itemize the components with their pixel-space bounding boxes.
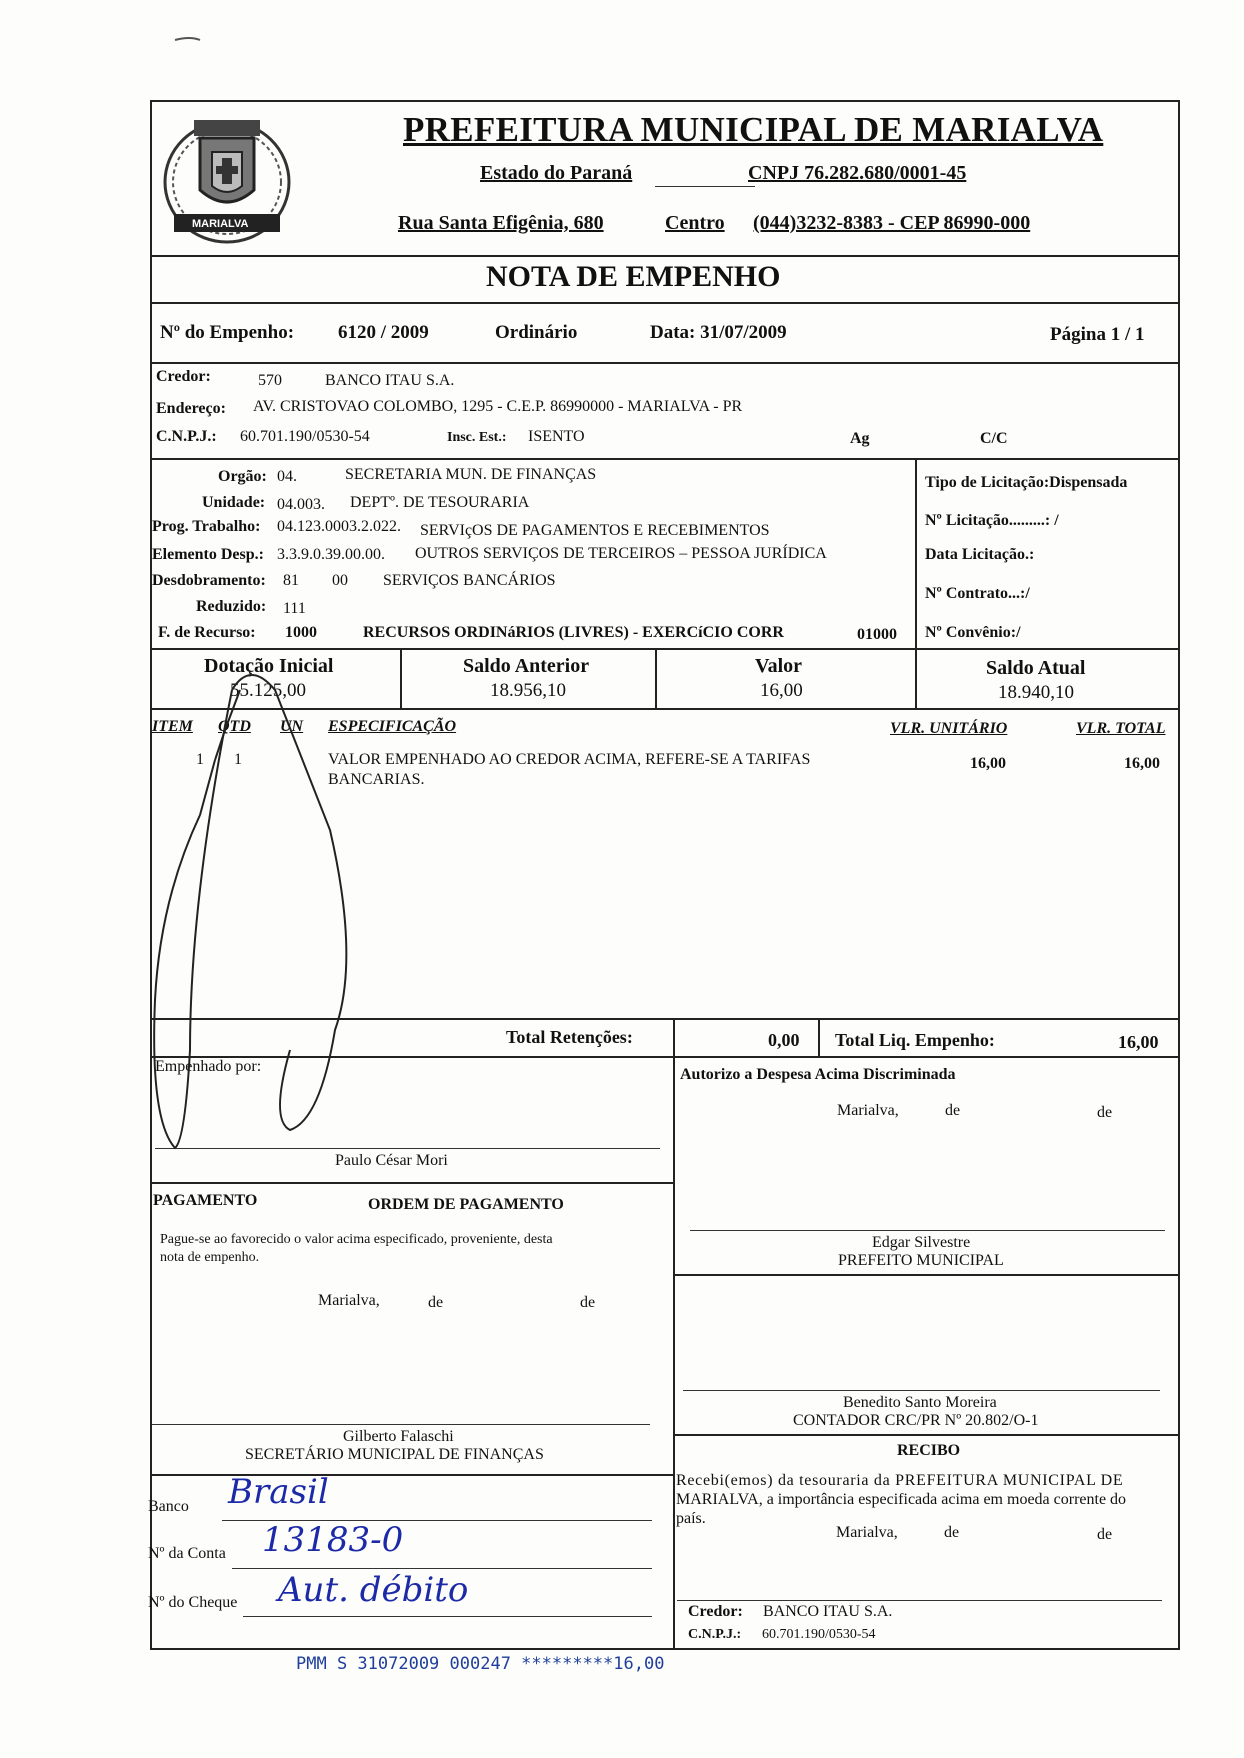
item-vlr-total: 16,00	[1124, 755, 1160, 772]
prog-code: 04.123.0003.2.022.	[277, 518, 401, 535]
licitacao-numero: Nº Licitação.........: /	[925, 512, 1059, 529]
unidade-label: Unidade:	[202, 494, 266, 511]
autorizo-signer: Edgar Silvestre	[872, 1234, 971, 1251]
cnpj-label: CNPJ 76.282.680/0001-45	[748, 162, 967, 184]
divider-saldo-1	[400, 648, 402, 708]
rule-classification	[150, 648, 1180, 650]
licitacao-tipo: Tipo de Licitação:Dispensada	[925, 474, 1128, 491]
valor-value: 16,00	[760, 680, 803, 701]
recurso-extra: 01000	[857, 626, 897, 643]
contador-role: CONTADOR CRC/PR Nº 20.802/O-1	[793, 1412, 1039, 1429]
valor-label: Valor	[755, 655, 803, 677]
item-number: 1	[196, 751, 204, 768]
rule-empenhado	[150, 1182, 673, 1184]
autorizo-de1: de	[945, 1102, 961, 1119]
address-label: Rua Santa Efigênia, 680	[398, 212, 604, 234]
seal-icon	[152, 102, 302, 254]
reduzido-code: 111	[283, 600, 306, 617]
col-vlr-total: VLR. TOTAL	[1076, 720, 1166, 737]
divider-saldo-3	[915, 648, 917, 708]
orgao-name: SECRETARIA MUN. DE FINANÇAS	[345, 466, 597, 483]
seal-label: MARIALVA	[192, 218, 249, 230]
recibo-cnpj-value: 60.701.190/0530-54	[762, 1627, 876, 1642]
col-item: ITEM	[152, 718, 193, 735]
recibo-credor-label: Credor:	[688, 1603, 743, 1620]
unidade-name: DEPTº. DE TESOURARIA	[350, 494, 530, 511]
col-vlr-unit: VLR. UNITÁRIO	[890, 720, 1008, 737]
retencoes-label: Total Retenções:	[506, 1027, 633, 1047]
cc-label: C/C	[980, 430, 1008, 447]
district-label: Centro	[665, 212, 725, 234]
desd-label: Desdobramento:	[152, 572, 266, 589]
conta-line	[232, 1568, 652, 1569]
pagamento-role: SECRETÁRIO MUNICIPAL DE FINANÇAS	[245, 1446, 544, 1463]
autorizo-role: PREFEITO MUNICIPAL	[838, 1252, 1004, 1269]
banco-label: Banco	[148, 1498, 189, 1515]
rule-header	[150, 255, 1180, 257]
licitacao-contrato: Nº Contrato...:/	[925, 585, 1030, 602]
contador-signer: Benedito Santo Moreira	[843, 1394, 997, 1411]
credor-cnpj: 60.701.190/0530-54	[240, 428, 370, 445]
divider-totals-1	[673, 1018, 675, 1058]
desd-a: 81	[283, 572, 299, 589]
credor-code: 570	[258, 372, 282, 389]
empenho-number: 6120 / 2009	[338, 322, 429, 343]
ag-label: Ag	[850, 430, 870, 447]
recibo-sign-line	[677, 1600, 1162, 1601]
liq-label: Total Liq. Empenho:	[835, 1030, 995, 1050]
conta-handwritten: 13183-0	[262, 1520, 404, 1560]
rule-autorizo	[673, 1274, 1180, 1276]
retencoes-value: 0,00	[768, 1030, 800, 1050]
doc-title: NOTA DE EMPENHO	[486, 260, 781, 293]
autorizo-city: Marialva,	[837, 1102, 899, 1119]
cheque-handwritten: Aut. débito	[278, 1570, 469, 1610]
divider-lower	[673, 1056, 675, 1650]
rule-title	[150, 302, 1180, 304]
contador-sign-line	[683, 1390, 1160, 1391]
state-label: Estado do Paraná	[480, 162, 633, 184]
orgao-code: 04.	[277, 468, 297, 485]
banco-handwritten: Brasil	[228, 1472, 329, 1512]
rule-saldos	[150, 708, 1180, 710]
empenhado-name: Paulo César Mori	[335, 1152, 448, 1169]
prog-name: SERVIçOS DE PAGAMENTOS E RECEBIMENTOS	[420, 522, 770, 539]
cheque-line	[243, 1616, 652, 1617]
recurso-label: F. de Recurso:	[158, 624, 256, 641]
municipal-seal	[152, 102, 302, 254]
divider-saldo-2	[655, 648, 657, 708]
elem-name: OUTROS SERVIÇOS DE TERCEIROS – PESSOA JURÍDICA	[415, 545, 827, 562]
ordem-label: ORDEM DE PAGAMENTO	[368, 1196, 564, 1213]
rule-contador	[673, 1434, 1180, 1436]
pagamento-signer: Gilberto Falaschi	[343, 1428, 454, 1445]
endereco-label: Endereço:	[156, 400, 226, 417]
prog-label: Prog. Trabalho:	[152, 518, 261, 535]
empenhado-sign-line	[155, 1148, 660, 1149]
recibo-de1: de	[944, 1524, 960, 1541]
conta-label: Nº da Conta	[148, 1545, 226, 1562]
empenho-type: Ordinário	[495, 322, 578, 343]
rule-totals	[150, 1056, 1180, 1058]
recibo-label: RECIBO	[897, 1442, 961, 1459]
liq-value: 16,00	[1118, 1032, 1159, 1052]
reduzido-label: Reduzido:	[196, 598, 267, 615]
recibo-text2: MARIALVA, a importância especificada acima em moeda corrente do	[676, 1491, 1127, 1508]
phone-cep-label: (044)3232-8383 - CEP 86990-000	[753, 212, 1031, 234]
autorizo-de2: de	[1097, 1104, 1113, 1121]
rule-credor	[150, 458, 1180, 460]
insc-label: Insc. Est.:	[447, 430, 507, 445]
anterior-value: 18.956,10	[490, 680, 566, 701]
credor-label: Credor:	[156, 368, 211, 385]
orgao-label: Orgão:	[218, 468, 267, 485]
insc-value: ISENTO	[528, 428, 585, 445]
credor-address: AV. CRISTOVAO COLOMBO, 1295 - C.E.P. 86990000 - MARIALVA - PR	[253, 398, 743, 415]
pagamento-city: Marialva,	[318, 1292, 380, 1309]
recibo-text1: Recebi(emos) da tesouraria da PREFEITURA MUNICIPAL DE	[676, 1472, 1124, 1489]
prefeitura-title: PREFEITURA MUNICIPAL DE MARIALVA	[403, 110, 1104, 149]
pagamento-de2: de	[580, 1294, 596, 1311]
unidade-code: 04.003.	[277, 496, 325, 513]
divider-totals-2	[818, 1018, 820, 1058]
bank-stamp: PMM S 31072009 000247 *********16,00	[296, 1654, 665, 1674]
autorizo-sign-line	[690, 1230, 1165, 1231]
recurso-code: 1000	[285, 624, 317, 641]
anterior-label: Saldo Anterior	[463, 655, 590, 677]
atual-value: 18.940,10	[998, 682, 1074, 703]
recibo-de2: de	[1097, 1526, 1113, 1543]
item-espec-line1: VALOR EMPENHADO AO CREDOR ACIMA, REFERE-SE A TARIFAS	[328, 751, 811, 768]
col-qtd: QTD	[218, 718, 251, 735]
rule-empenho	[150, 362, 1180, 364]
cheque-label: Nº do Cheque	[148, 1594, 238, 1611]
recibo-text3: país.	[676, 1510, 706, 1527]
item-qtd: 1	[234, 751, 242, 768]
col-espec: ESPECIFICAÇÃO	[328, 718, 457, 735]
recurso-name: RECURSOS ORDINáRIOS (LIVRES) - EXERCíCIO CORR	[363, 624, 784, 641]
recibo-cnpj-label: C.N.P.J.:	[688, 1627, 742, 1642]
pagamento-de1: de	[428, 1294, 444, 1311]
credor-cnpj-label: C.N.P.J.:	[156, 428, 217, 445]
autorizo-label: Autorizo a Despesa Acima Discriminada	[680, 1066, 956, 1083]
divider-licitacao	[915, 458, 917, 648]
item-espec-line2: BANCARIAS.	[328, 771, 425, 788]
item-vlr-unit: 16,00	[970, 755, 1006, 772]
pagamento-text2: nota de empenho.	[160, 1250, 260, 1265]
pagamento-label: PAGAMENTO	[153, 1192, 258, 1209]
desd-b: 00	[332, 572, 348, 589]
elem-code: 3.3.9.0.39.00.00.	[277, 546, 385, 563]
atual-label: Saldo Atual	[986, 657, 1086, 679]
empenho-page: Página 1 / 1	[1050, 324, 1145, 345]
dotacao-label: Dotação Inicial	[204, 655, 334, 677]
elem-label: Elemento Desp.:	[152, 546, 264, 563]
credor-name: BANCO ITAU S.A.	[325, 372, 455, 389]
recibo-credor-value: BANCO ITAU S.A.	[763, 1603, 893, 1620]
licitacao-convenio: Nº Convênio:/	[925, 624, 1021, 641]
rule-items-end	[150, 1018, 1180, 1020]
dotacao-value: 55.125,00	[230, 680, 306, 701]
desd-name: SERVIÇOS BANCÁRIOS	[383, 572, 556, 589]
pagamento-sign-line	[152, 1424, 650, 1425]
pagamento-text1: Pague-se ao favorecido o valor acima especificado, proveniente, desta	[160, 1232, 553, 1247]
empenho-label: Nº do Empenho:	[160, 322, 295, 343]
licitacao-data: Data Licitação.:	[925, 546, 1035, 563]
col-un: UN	[280, 718, 304, 735]
state-rule	[655, 186, 755, 187]
recibo-city: Marialva,	[836, 1524, 898, 1541]
empenho-date: Data: 31/07/2009	[650, 322, 787, 343]
empenhado-label: Empenhado por:	[155, 1058, 262, 1075]
